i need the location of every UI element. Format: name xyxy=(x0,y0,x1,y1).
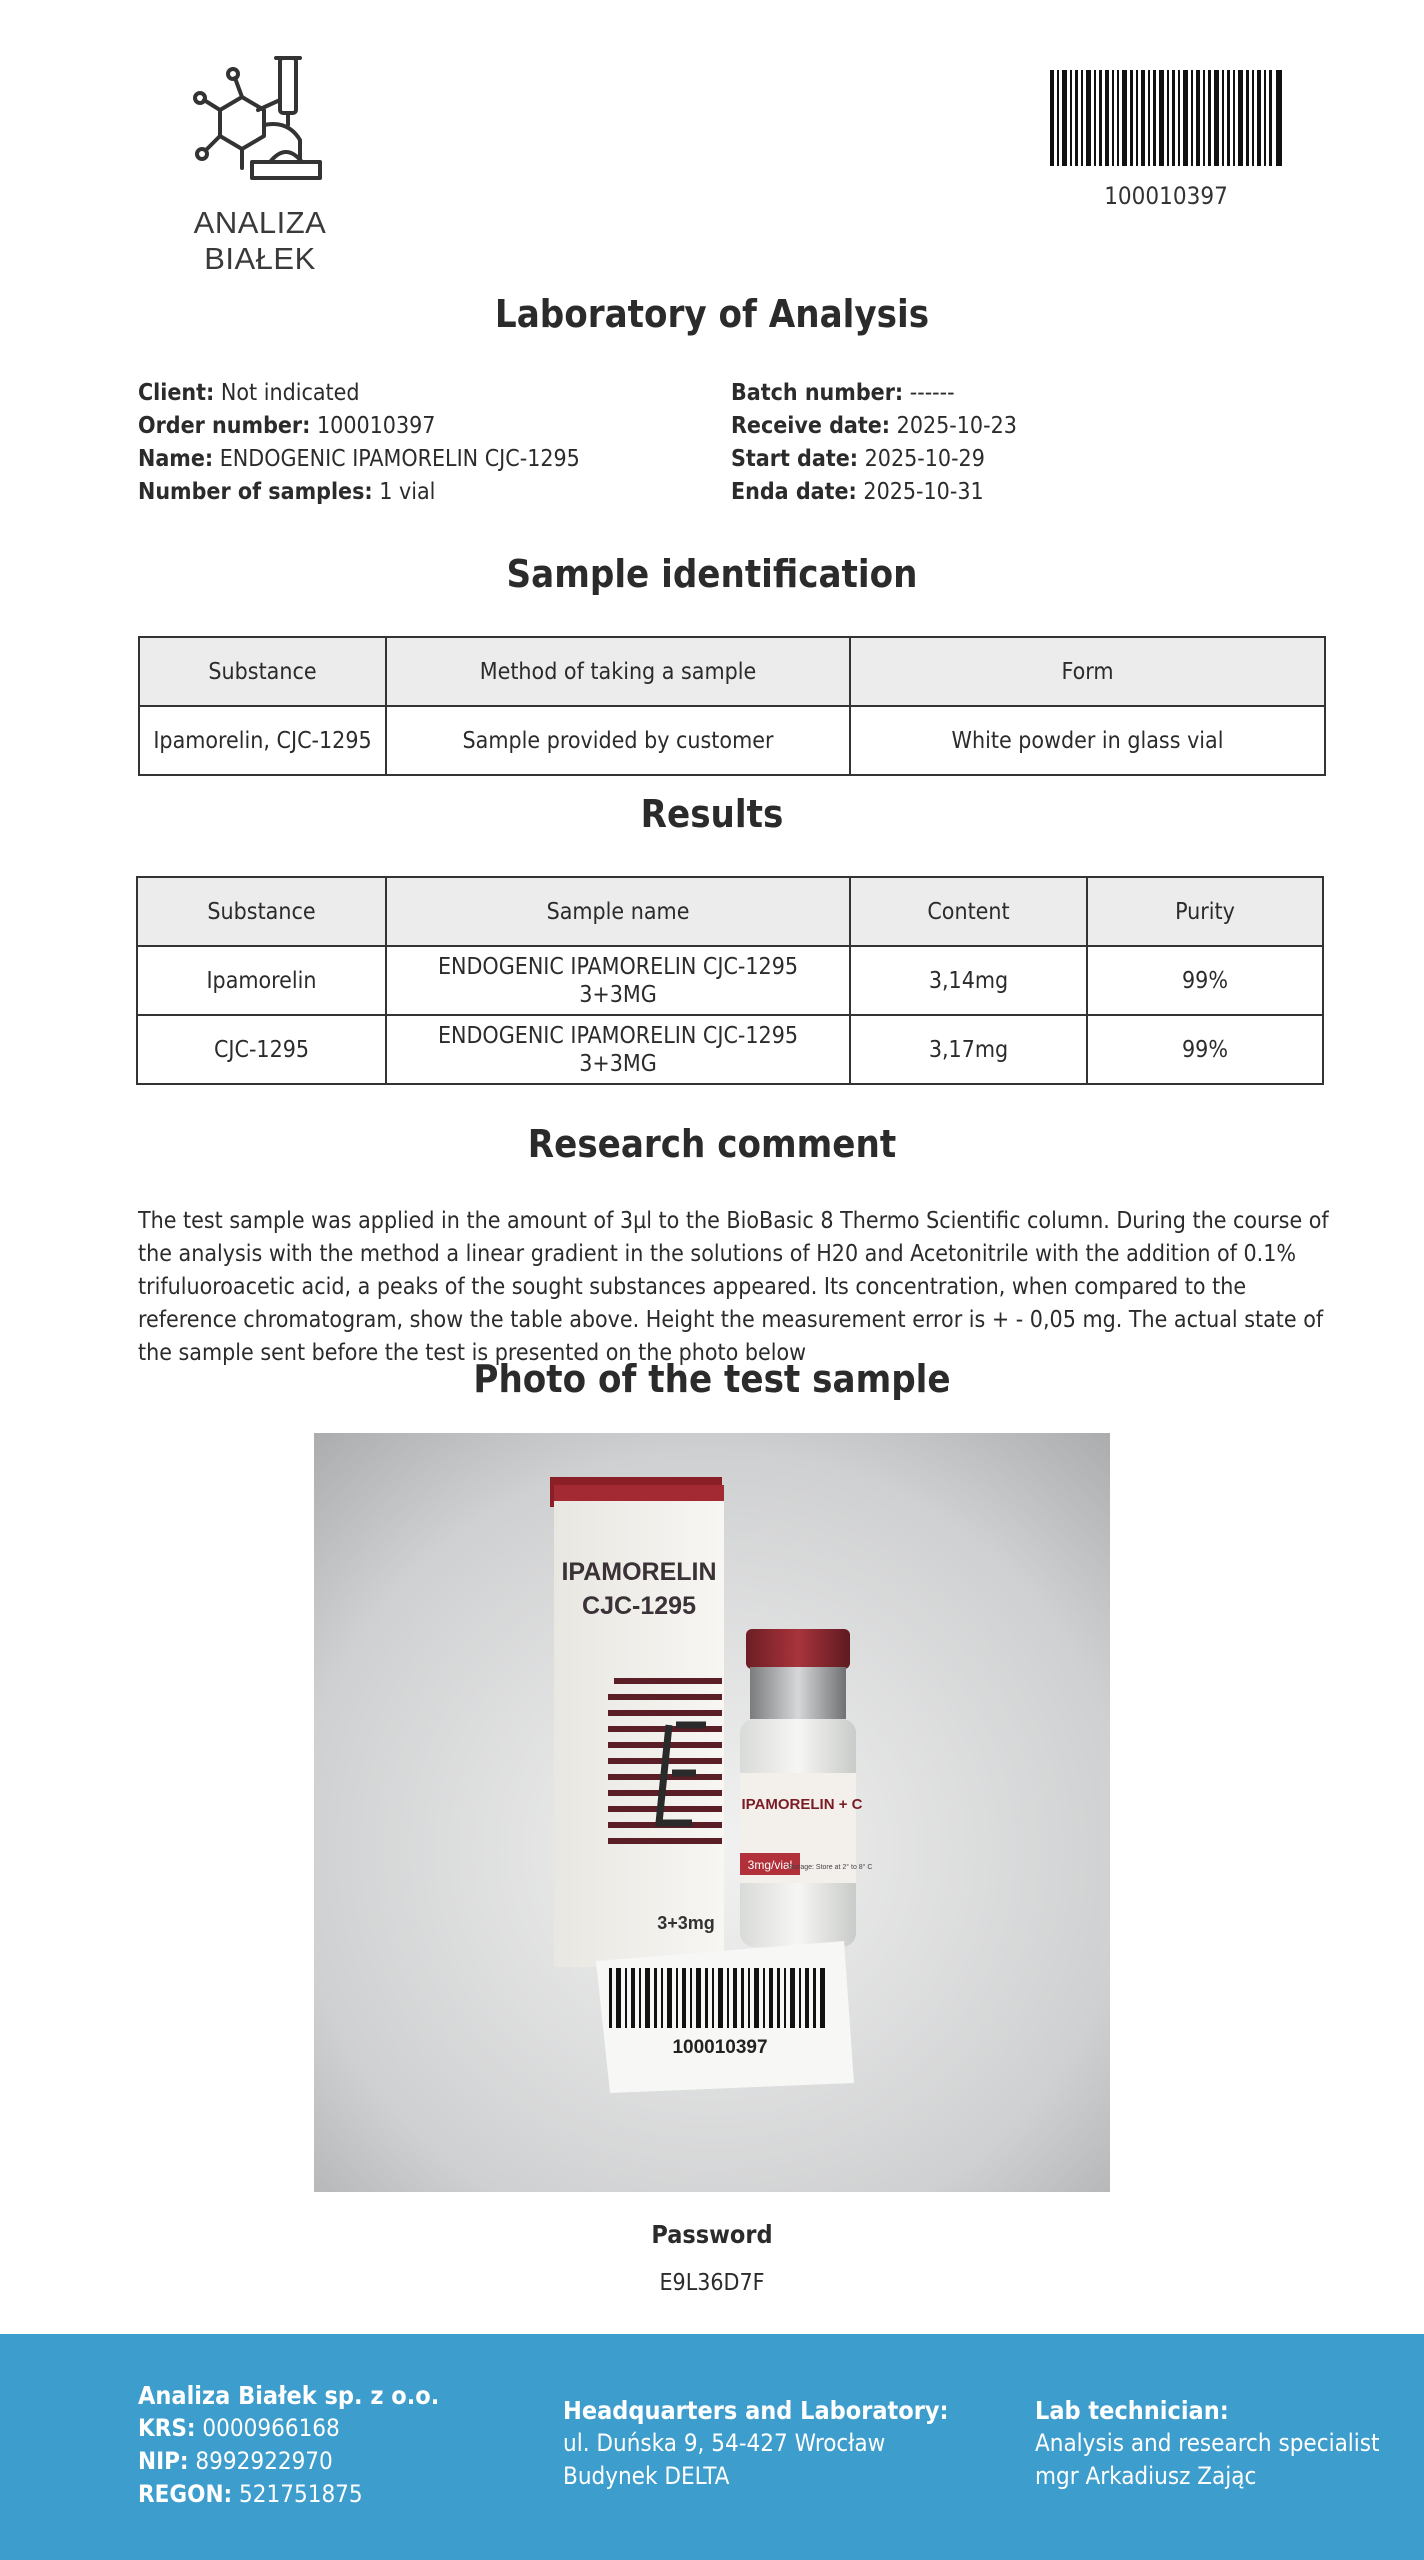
nip-label: NIP: xyxy=(138,2447,189,2475)
end-label: Enda date: xyxy=(731,479,857,505)
page-title: Laboratory of Analysis xyxy=(494,292,930,336)
table-cell: Ipamorelin xyxy=(137,946,386,1015)
barcode-icon xyxy=(1050,70,1282,166)
order-value: 100010397 xyxy=(317,413,436,439)
footer-headquarters xyxy=(563,2394,948,2493)
samples-label: Number of samples: xyxy=(138,479,373,505)
sample-name-line2: 3+3MG xyxy=(579,1050,657,1077)
box-name-line1: IPAMORELIN xyxy=(561,1558,717,1586)
batch-row xyxy=(731,377,1017,410)
table-cell: 99% xyxy=(1087,1015,1323,1084)
hq-heading: Headquarters and Laboratory: xyxy=(563,2396,949,2425)
tech-heading: Lab technician: xyxy=(1035,2396,1229,2425)
table-cell xyxy=(386,1015,850,1084)
barcode-number: 100010397 xyxy=(1104,182,1228,210)
samples-row xyxy=(138,476,580,509)
table-cell: Ipamorelin, CJC-1295 xyxy=(139,706,386,775)
results-heading: Results xyxy=(640,792,784,836)
name-value: ENDOGENIC IPAMORELIN CJC-1295 xyxy=(219,446,580,472)
results-table xyxy=(136,876,1324,1085)
table-header-row xyxy=(139,637,1325,706)
table-row xyxy=(139,706,1325,775)
nip-row xyxy=(138,2445,439,2478)
table-header-cell: Substance xyxy=(137,877,386,946)
table-header-row xyxy=(137,877,1323,946)
label-barcode-number: 100010397 xyxy=(672,2037,768,2058)
batch-value: ------ xyxy=(909,380,955,406)
name-label: Name: xyxy=(138,446,214,472)
sample-photo-image xyxy=(314,1433,1110,2192)
table-cell: White powder in glass vial xyxy=(850,706,1325,775)
table-header-cell: Purity xyxy=(1087,877,1323,946)
name-row xyxy=(138,443,580,476)
sample-name-line1: ENDOGENIC IPAMORELIN CJC-1295 xyxy=(437,953,799,980)
password-label: Password xyxy=(651,2220,773,2249)
tech-role: Analysis and research specialist xyxy=(1035,2429,1380,2457)
logo-text: ANALIZA BIAŁEK xyxy=(193,205,327,276)
client-label: Client: xyxy=(138,380,215,406)
table-row xyxy=(137,1015,1323,1084)
hq-address: ul. Duńska 9, 54-427 Wrocław xyxy=(563,2429,886,2457)
end-row xyxy=(731,476,1017,509)
start-label: Start date: xyxy=(731,446,859,472)
start-row xyxy=(731,443,1017,476)
sample-name-line2: 3+3MG xyxy=(579,981,657,1008)
table-header-cell: Sample name xyxy=(386,877,850,946)
footer-technician xyxy=(1035,2394,1380,2493)
receive-value: 2025-10-23 xyxy=(896,413,1017,439)
table-cell: 3,14mg xyxy=(850,946,1087,1015)
table-header-cell: Content xyxy=(850,877,1087,946)
client-row xyxy=(138,377,580,410)
table-cell xyxy=(386,946,850,1015)
regon-row xyxy=(138,2478,439,2511)
vial-dose: 3mg/vial xyxy=(747,1858,793,1872)
password-value: E9L36D7F xyxy=(659,2270,765,2296)
table-cell: Sample provided by customer xyxy=(386,706,850,775)
samples-value: 1 vial xyxy=(379,479,436,505)
vial-storage: Storage: Store at 2° to 8° C xyxy=(787,1864,873,1871)
table-header-cell: Substance xyxy=(139,637,386,706)
table-header-cell: Method of taking a sample xyxy=(386,637,850,706)
research-comment-text: The test sample was applied in the amount of 3µl to the BioBasic 8 Thermo Scientific column. During the course of the analysis with the method a linear gradient in the solutions of H20 and Acetonitrile with the addition of 0.1% trifuluoroacetic acid, a peaks of the sought substances appeared. Its concentration, when compared to the reference chromatogram, show the table above. Height the measurement error is + - 0,05 mg. The actual state of the sample sent before the test is presented on the photo below xyxy=(138,1208,1329,1366)
table-header-cell: Form xyxy=(850,637,1325,706)
info-left xyxy=(138,377,580,509)
footer-company xyxy=(138,2379,439,2511)
company-name: Analiza Białek sp. z o.o. xyxy=(138,2381,440,2410)
regon-label: REGON: xyxy=(138,2480,233,2508)
nip-value: 8992922970 xyxy=(195,2447,333,2475)
footer xyxy=(0,2334,1424,2560)
sample-identification-heading: Sample identification xyxy=(506,552,918,596)
info-right xyxy=(731,377,1017,509)
table-cell: CJC-1295 xyxy=(137,1015,386,1084)
receive-label: Receive date: xyxy=(731,413,891,439)
batch-label: Batch number: xyxy=(731,380,904,406)
hq-building: Budynek DELTA xyxy=(563,2462,730,2490)
order-row xyxy=(138,410,580,443)
start-value: 2025-10-29 xyxy=(864,446,985,472)
tech-name: mgr Arkadiusz Zając xyxy=(1035,2462,1257,2490)
krs-value: 0000966168 xyxy=(202,2414,340,2442)
order-label: Order number: xyxy=(138,413,311,439)
table-row xyxy=(137,946,1323,1015)
sample-name-line1: ENDOGENIC IPAMORELIN CJC-1295 xyxy=(437,1022,799,1049)
end-value: 2025-10-31 xyxy=(863,479,984,505)
molecule-microscope-icon xyxy=(190,50,330,195)
box-dose: 3+3mg xyxy=(657,1913,715,1933)
sample-photo xyxy=(314,1433,1110,2192)
research-comment-heading: Research comment xyxy=(527,1122,897,1166)
table-cell: 99% xyxy=(1087,946,1323,1015)
client-value: Not indicated xyxy=(220,380,360,406)
regon-value: 521751875 xyxy=(239,2480,363,2508)
vial-label: IPAMORELIN + C xyxy=(741,1796,863,1813)
box-name-line2: CJC-1295 xyxy=(582,1592,696,1620)
receive-row xyxy=(731,410,1017,443)
sample-identification-table xyxy=(138,636,1326,776)
table-cell: 3,17mg xyxy=(850,1015,1087,1084)
krs-row xyxy=(138,2412,439,2445)
company-logo xyxy=(140,50,380,276)
krs-label: KRS: xyxy=(138,2414,196,2442)
photo-heading: Photo of the test sample xyxy=(473,1357,951,1401)
